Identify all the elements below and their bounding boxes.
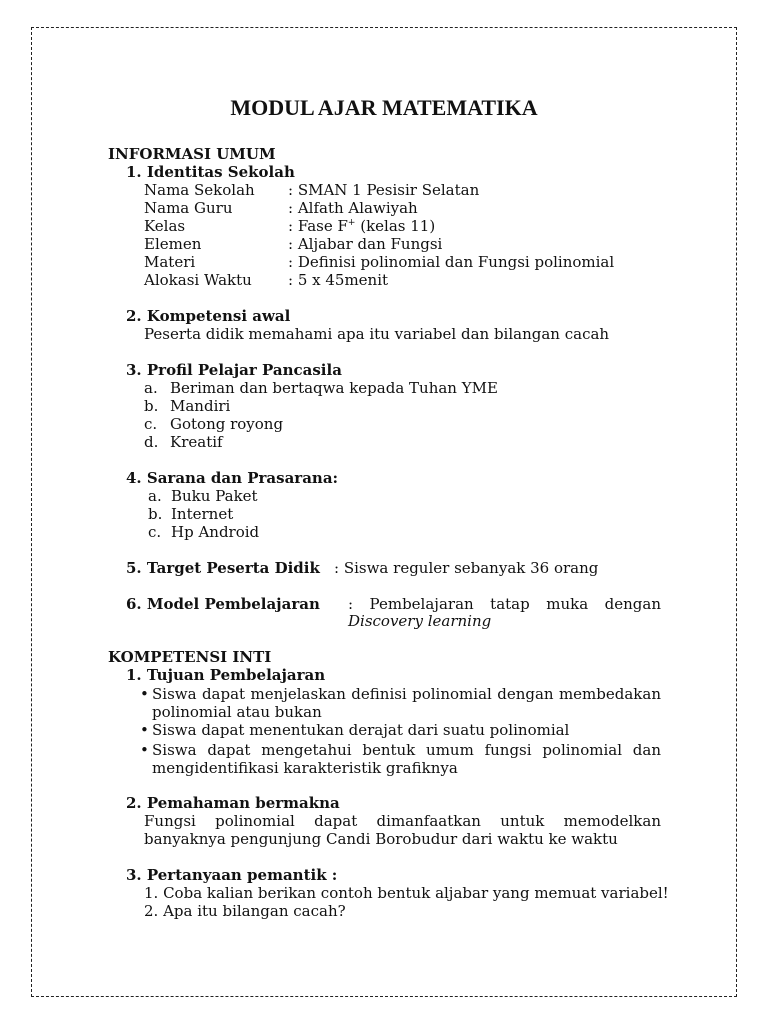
list-item: Buku Paket bbox=[171, 487, 258, 505]
list-marker: c. bbox=[148, 523, 162, 541]
list-marker: b. bbox=[144, 397, 159, 415]
sarana-heading: 4. Sarana dan Prasarana: bbox=[126, 469, 339, 487]
bullet-icon: • bbox=[140, 721, 149, 739]
identitas-value: : SMAN 1 Pesisir Selatan bbox=[288, 181, 480, 199]
target-heading: 5. Target Peserta Didik bbox=[126, 559, 320, 577]
list-item: Hp Android bbox=[171, 523, 260, 541]
pertanyaan-item: 1. Coba kalian berikan contoh bentuk aljabar yang memuat variabel! bbox=[144, 884, 669, 902]
bullet-text: Siswa dapat mengetahui bentuk umum fungsi polinomial dan bbox=[152, 741, 661, 759]
model-heading: 6. Model Pembelajaran bbox=[126, 595, 320, 613]
bullet-text-continued: mengidentifikasi karakteristik grafiknya bbox=[152, 759, 458, 777]
identitas-label: Kelas bbox=[144, 217, 186, 235]
identitas-label: Nama Sekolah bbox=[144, 181, 255, 199]
pemahaman-text: Fungsi polinomial dapat dimanfaatkan untuk memodelkan bbox=[144, 812, 661, 830]
pemahaman-heading: 2. Pemahaman bermakna bbox=[126, 794, 340, 812]
kelas-fase: : Fase F bbox=[288, 217, 348, 235]
tujuan-heading: 1. Tujuan Pembelajaran bbox=[126, 666, 326, 684]
list-marker: a. bbox=[144, 379, 158, 397]
model-value-italic: Discovery learning bbox=[348, 612, 492, 630]
pertanyaan-heading: 3. Pertanyaan pemantik : bbox=[126, 866, 338, 884]
list-marker: a. bbox=[148, 487, 162, 505]
profil-heading: 3. Profil Pelajar Pancasila bbox=[126, 361, 342, 379]
list-marker: b. bbox=[148, 505, 163, 523]
identitas-value bbox=[288, 217, 435, 235]
bullet-icon: • bbox=[140, 741, 149, 759]
kelas-number: (kelas 11) bbox=[355, 217, 436, 235]
identitas-label: Elemen bbox=[144, 235, 202, 253]
bullet-text: Siswa dapat menentukan derajat dari suatu polinomial bbox=[152, 721, 570, 739]
identitas-label: Alokasi Waktu bbox=[144, 271, 252, 289]
kompetensi-awal-heading: 2. Kompetensi awal bbox=[126, 307, 291, 325]
identitas-value: : Alfath Alawiyah bbox=[288, 199, 418, 217]
list-marker: d. bbox=[144, 433, 159, 451]
section-heading-kompetensi-inti: KOMPETENSI INTI bbox=[108, 648, 272, 666]
identitas-value: : Definisi polinomial dan Fungsi polinomial bbox=[288, 253, 615, 271]
identitas-heading: 1. Identitas Sekolah bbox=[126, 163, 295, 181]
identitas-label: Materi bbox=[144, 253, 196, 271]
document-title: MODUL AJAR MATEMATIKA bbox=[230, 95, 538, 120]
bullet-text-continued: polinomial atau bukan bbox=[152, 703, 322, 721]
bullet-text: Siswa dapat menjelaskan definisi polinomial dengan membedakan bbox=[152, 685, 661, 703]
list-item: Beriman dan bertaqwa kepada Tuhan YME bbox=[170, 379, 498, 397]
section-heading-informasi-umum: INFORMASI UMUM bbox=[108, 145, 276, 163]
list-item: Internet bbox=[171, 505, 234, 523]
list-item: Gotong royong bbox=[170, 415, 284, 433]
kelas-fase-superscript: + bbox=[347, 218, 356, 228]
target-value: : Siswa reguler sebanyak 36 orang bbox=[334, 559, 599, 577]
list-item: Kreatif bbox=[170, 433, 223, 451]
bullet-icon: • bbox=[140, 685, 149, 703]
pertanyaan-item: 2. Apa itu bilangan cacah? bbox=[144, 902, 346, 920]
pemahaman-text-continued: banyaknya pengunjung Candi Borobudur dari waktu ke waktu bbox=[144, 830, 618, 848]
identitas-label: Nama Guru bbox=[144, 199, 233, 217]
identitas-value: : Aljabar dan Fungsi bbox=[288, 235, 443, 253]
identitas-value: : 5 x 45menit bbox=[288, 271, 389, 289]
list-item: Mandiri bbox=[170, 397, 231, 415]
model-value: : Pembelajaran tatap muka dengan bbox=[348, 595, 661, 613]
kompetensi-awal-text: Peserta didik memahami apa itu variabel dan bilangan cacah bbox=[144, 325, 610, 343]
list-marker: c. bbox=[144, 415, 158, 433]
